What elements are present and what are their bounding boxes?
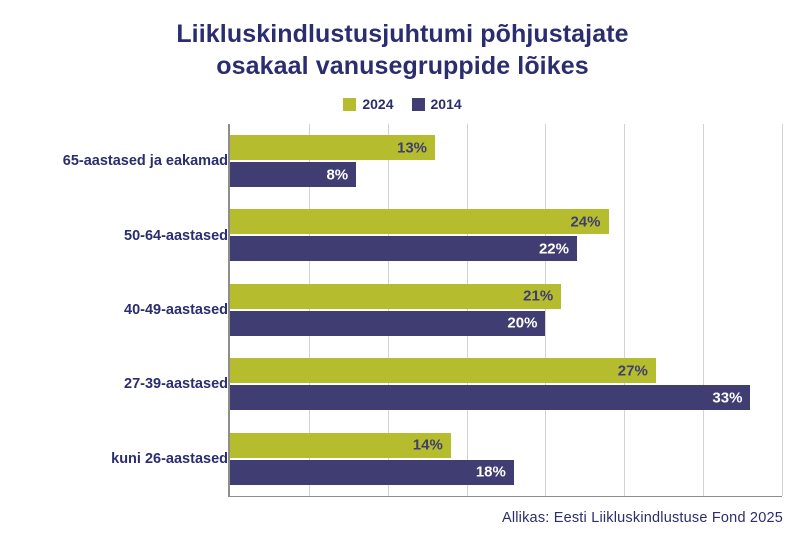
bar-value-label: 24% (570, 213, 601, 231)
category-label-3: 40-49-aastased (124, 302, 228, 318)
category-label-5: kuni 26-aastased (111, 450, 228, 467)
bar-group (230, 273, 782, 347)
bar-2024-3 (230, 284, 561, 309)
legend-swatch-2014 (412, 98, 425, 111)
bar-group (230, 347, 782, 421)
category-label-1: 65-aastased ja eakamad (62, 153, 228, 170)
bar-value-label: 8% (326, 166, 349, 183)
source-note: Allikas: Eesti Liikluskindlustuse Fond 2025 (501, 510, 783, 526)
chart-title-line-2: osakaal vanusegruppide lõikes (216, 52, 589, 80)
bar-2024-5 (230, 433, 451, 458)
legend-label-2014: 2014 (430, 96, 462, 112)
bar-value-label: 20% (507, 314, 538, 332)
bar-2024-1 (230, 135, 435, 160)
bar-value-label: 13% (396, 139, 428, 156)
chart-title-line-1: Liikluskindlustusjuhtumi põhjustajate (176, 20, 629, 48)
legend-item-2014 (412, 96, 462, 112)
bar-group (230, 124, 782, 198)
bar-value-label: 18% (475, 463, 506, 481)
category-axis (0, 124, 228, 496)
bar-group (230, 422, 782, 496)
bar-2024-2 (230, 209, 609, 234)
bar-2014-1 (230, 162, 356, 187)
bar-2014-3 (230, 311, 545, 336)
page-title (0, 18, 805, 82)
bar-2014-2 (230, 236, 577, 261)
chart-legend (0, 96, 805, 112)
bar-value-label: 27% (617, 362, 648, 380)
legend-label-2024: 2024 (362, 96, 394, 112)
bar-2024-4 (230, 358, 656, 383)
plot-area (228, 124, 782, 496)
gridline-6 (782, 124, 783, 496)
bar-value-label: 14% (412, 436, 443, 454)
bar-2014-4 (230, 385, 750, 410)
legend-item-2024 (343, 96, 393, 112)
category-label-2: 50-64-aastased (124, 227, 228, 244)
bar-value-label: 22% (538, 240, 569, 258)
x-axis-line (228, 496, 782, 497)
bar-group (230, 198, 782, 272)
legend-swatch-2024 (343, 98, 356, 111)
category-label-4: 27-39-aastased (124, 376, 228, 393)
bar-value-label: 33% (712, 389, 743, 407)
bar-2014-5 (230, 460, 514, 485)
bar-value-label: 21% (523, 287, 554, 305)
